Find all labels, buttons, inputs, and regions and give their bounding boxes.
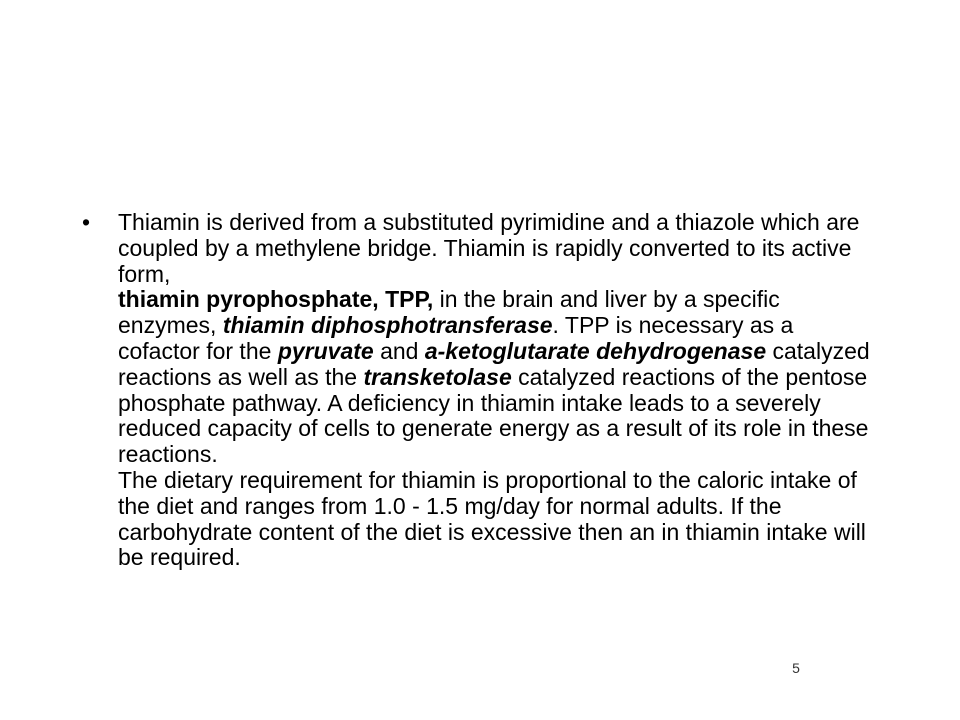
paragraph-tpp [118, 287, 872, 468]
term-transketolase: transketolase [363, 363, 512, 390]
paragraph-dietary [118, 468, 872, 571]
bullet-item [82, 210, 872, 571]
intro-text: Thiamin is derived from a substituted pyrimidine and a thiazole which are coupled by a methylene bridge. Thiamin is rapidly converted to its active form, [118, 209, 860, 287]
tpp-text-d: catalyzed reactions as well as the [118, 337, 870, 390]
tpp-text-b: . TPP is necessary as a cofactor for the [118, 312, 794, 364]
bullet-list [82, 210, 872, 571]
page-number: 5 [792, 660, 800, 676]
bullet-icon: • [82, 209, 91, 235]
term-a-ketoglutarate-dehydrogenase: a-ketoglutarate dehydrogenase [424, 337, 767, 364]
tpp-term: thiamin pyrophosphate, TPP, [118, 286, 434, 313]
paragraph-intro [118, 210, 872, 287]
term-pyruvate: pyruvate [277, 337, 374, 364]
dietary-text: The dietary requirement for thiamin is proportional to the caloric intake of the diet and ranges from 1.0 - 1.5 mg/day for normal adults. If the carbohydrate content of the diet is excessive then an in thiamin intake will be required. [118, 466, 866, 571]
tpp-text-e: catalyzed reactions of the pentose phosphate pathway. A deficiency in thiamin intake leads to a severely reduced capacity of cells to generate energy as a result of its role in these reactions. [118, 363, 869, 468]
tpp-text-a: in the brain and liver by a specific enzymes, [118, 286, 780, 339]
tpp-text-c: and [373, 337, 425, 364]
term-thiamin-diphosphotransferase: thiamin diphosphotransferase [222, 312, 553, 339]
